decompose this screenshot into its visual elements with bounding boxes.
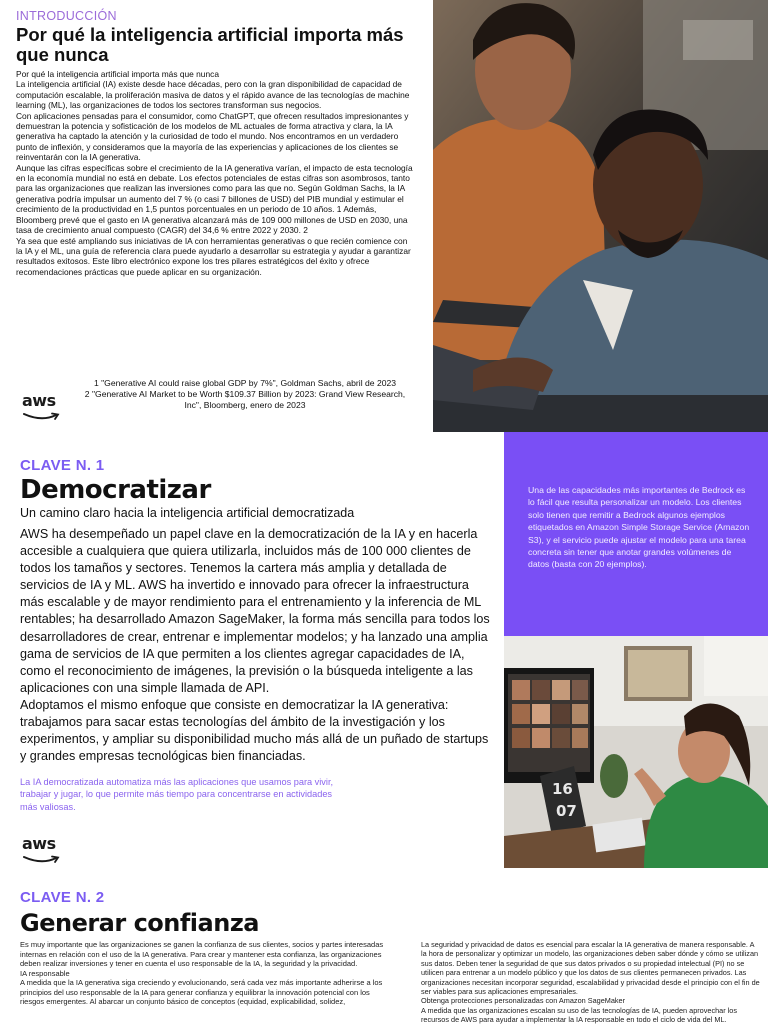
paragraph: Aunque las cifras específicas sobre el crecimiento de la IA generativa varían, el impacto de esta tecnología en la economía mundial no está en debate. Los efectos potenciales de estas cifras son asombrosos, tanto para las organizaciones que realizan las inversiones como para las que no. Según Goldman Sachs, la IA generativa podría impulsar un aumento del 7 % (o casi 7 billones de USD) del PIB mundial y estimular el crecimiento de la productividad en 1,5 puntos porcentuales en un periodo de 10 años. 1 Además, Bloomberg prevé que el gasto en IA generativa alcanzará más de 109 000 millones de USD en 2030, una tasa de crecimiento anual compuesto (CAGR) del 34,6 % entre 2022 y 2030. 2 (16, 162, 413, 236)
footnotes (76, 378, 414, 411)
callout-box (504, 432, 768, 636)
key-2-section (0, 868, 768, 1024)
paragraph: Ya sea que esté ampliando sus iniciativas de IA con herramientas generativas o que recién comience con la IA y el ML, una guía de referencia clara puede ayudarlo a desarrollar su estrategia y ayudar a garantizar resultados exitosos. Este libro electrónico expone los tres pilares estratégicos del éxito y ofrece recomendaciones prácticas que puede aplicar en su organización. (16, 235, 411, 277)
paragraph: IA responsable (20, 968, 70, 978)
section-body-left (20, 940, 392, 1007)
team-photo (433, 0, 768, 432)
page-title: Por qué la inteligencia artificial importa más que nunca (16, 24, 404, 65)
paragraph: La seguridad y privacidad de datos es esencial para escalar la IA generativa de manera responsable. A la hora de personalizar y optimizar un modelo, las organizaciones deben saber dónde y cómo se utilizan sus datos. Deben tener la seguridad de que sus datos privados o su propiedad intelectual (PI) no se utilicen para entrenar a un modelo público y que los datos de sus clientes permanecen privados. Las organizaciones necesitan incorporar seguridad, escalabilidad y privacidad desde el principio con el fin de ser viables para sus aplicaciones empresariales. (421, 940, 760, 997)
paragraph: Obtenga protecciones personalizadas con Amazon SageMaker (421, 996, 626, 1006)
paragraph: Por qué la inteligencia artificial importa más que nunca (16, 69, 219, 79)
aws-logo (22, 393, 68, 423)
paragraph: Con aplicaciones pensadas para el consumidor, como ChatGPT, que ofrecen resultados impresionantes y demuestran la potencia y sofisticación de los modelos de ML actuales de forma atractiva y clara, la IA generativa ha captado la atención y la curiosidad de todo el mundo. Nos encontramos en un verdadero punto de inflexión, y consideramos que la mayoría de las experiencias y aplicaciones de los clientes se reinventarán con la IA generativa. (16, 110, 409, 163)
section-body-right (421, 940, 761, 1024)
woman-video-call-image (504, 636, 768, 868)
section-title: Generar confianza (20, 909, 259, 937)
paragraph: Es muy importante que las organizaciones se ganen la confianza de sus clientes, socios y partes interesadas internas en relación con el uso de la IA generativa. Para crear y mantener esta confianza, las organizaciones deben realizar inversiones y tener en cuenta el uso responsable de la IA, la seguridad y la privacidad. (20, 940, 384, 968)
intro-body (16, 69, 416, 277)
footnote: 2 "Generative AI Market to be Worth $109.37 Billion by 2023: Grand View Research, Inc", Bloomberg, enero de 2023 (84, 389, 406, 410)
aws-logo (22, 836, 68, 866)
section-kicker: CLAVE N. 2 (20, 889, 105, 906)
intro-section (0, 0, 768, 432)
key-1-section (0, 432, 768, 868)
paragraph: Adoptamos el mismo enfoque que consiste en democratizar la IA generativa: trabajamos para sacar estas tecnologías del ámbito de la investigación y los experimentos, y ampliar su disponibilidad mucho más allá de un puñado de startups y grandes empresas tecnológicas bien financiadas. (20, 697, 489, 764)
section-kicker: CLAVE N. 1 (20, 457, 105, 474)
aws-logo-wordmark: aws (22, 391, 56, 410)
calendar-day-2: 07 (556, 802, 577, 820)
smile-arrow-icon (22, 855, 62, 865)
paragraph: A medida que las organizaciones escalan su uso de las tecnologías de IA, pueden aprovechar los recursos de AWS para ayudar a implementar la IA responsable en todo el ciclo de vida del ML. (421, 1005, 737, 1024)
callout-text: Una de las capacidades más importantes de Bedrock es lo fácil que resulta personalizar un modelo. Los clientes solo tienen que remitir a Bedrock algunos ejemplos etiquetados en Amazon Simple Storage Service (Amazon S3), y el servicio puede ajustar el modelo para una tarea concreta sin tener que anotar grandes volúmenes de datos (basta con 20 ejemplos). (528, 485, 750, 570)
aws-logo-wordmark: aws (22, 834, 56, 853)
paragraph: La inteligencia artificial (IA) existe desde hace décadas, pero con la gran disponibilidad de capacidad de computación escalable, la proliferación masiva de datos y el rápido avance de las tecnologías de machine learning (ML), las organizaciones de todos los sectores transforman sus negocios. (16, 79, 410, 111)
paragraph: AWS ha desempeñado un papel clave en la democratización de la IA y en hacerla accesible a cualquiera que quiera utilizarla, incluidos más de 100 000 clientes de todos los tamaños y sectores. Tenemos la cartera más amplia y detallada de servicios de IA y ML. AWS ha invertido e innovado para ofrecer la infraestructura más escalable y de mayor rendimiento para el entrenamiento y la inferencia de ML rentables; ha desarrollado Amazon SageMaker, la forma más sencilla para todos los desarrolladores de crear, entrenar e implementar modelos; y ha lanzado una amplia gama de servicios de IA que permiten a los clientes agregar capacidades de IA, como el reconocimiento de imágenes, la previsión o la búsqueda inteligente a las aplicaciones con una simple llamada de API. (20, 527, 490, 695)
section-kicker: INTRODUCCIÓN (16, 9, 117, 23)
men-collaborating-image (433, 0, 768, 432)
section-subtitle: Un camino claro hacia la inteligencia artificial democratizada (20, 506, 355, 520)
footnote: 1 "Generative AI could raise global GDP by 7%", Goldman Sachs, abril de 2023 (93, 378, 397, 388)
paragraph: A medida que la IA generativa siga creciendo y evolucionando, será cada vez más importante adherirse a los principios del uso responsable de la IA para generar confianza y equilibrar la innovación potencial con los riesgos emergentes. Al abarcar un conjunto básico de conceptos (equidad, explicabilidad, solidez, (20, 978, 383, 1006)
pull-quote: La IA democratizada automatiza más las aplicaciones que usamos para vivir, trabajar y jugar, lo que permite más tiempo para concentrarse en actividades más valiosas. (20, 777, 334, 812)
video-call-photo (504, 636, 768, 868)
section-title: Democratizar (20, 475, 211, 505)
section-body (20, 526, 492, 765)
calendar-day: 16 (552, 780, 573, 798)
smile-arrow-icon (22, 412, 62, 422)
